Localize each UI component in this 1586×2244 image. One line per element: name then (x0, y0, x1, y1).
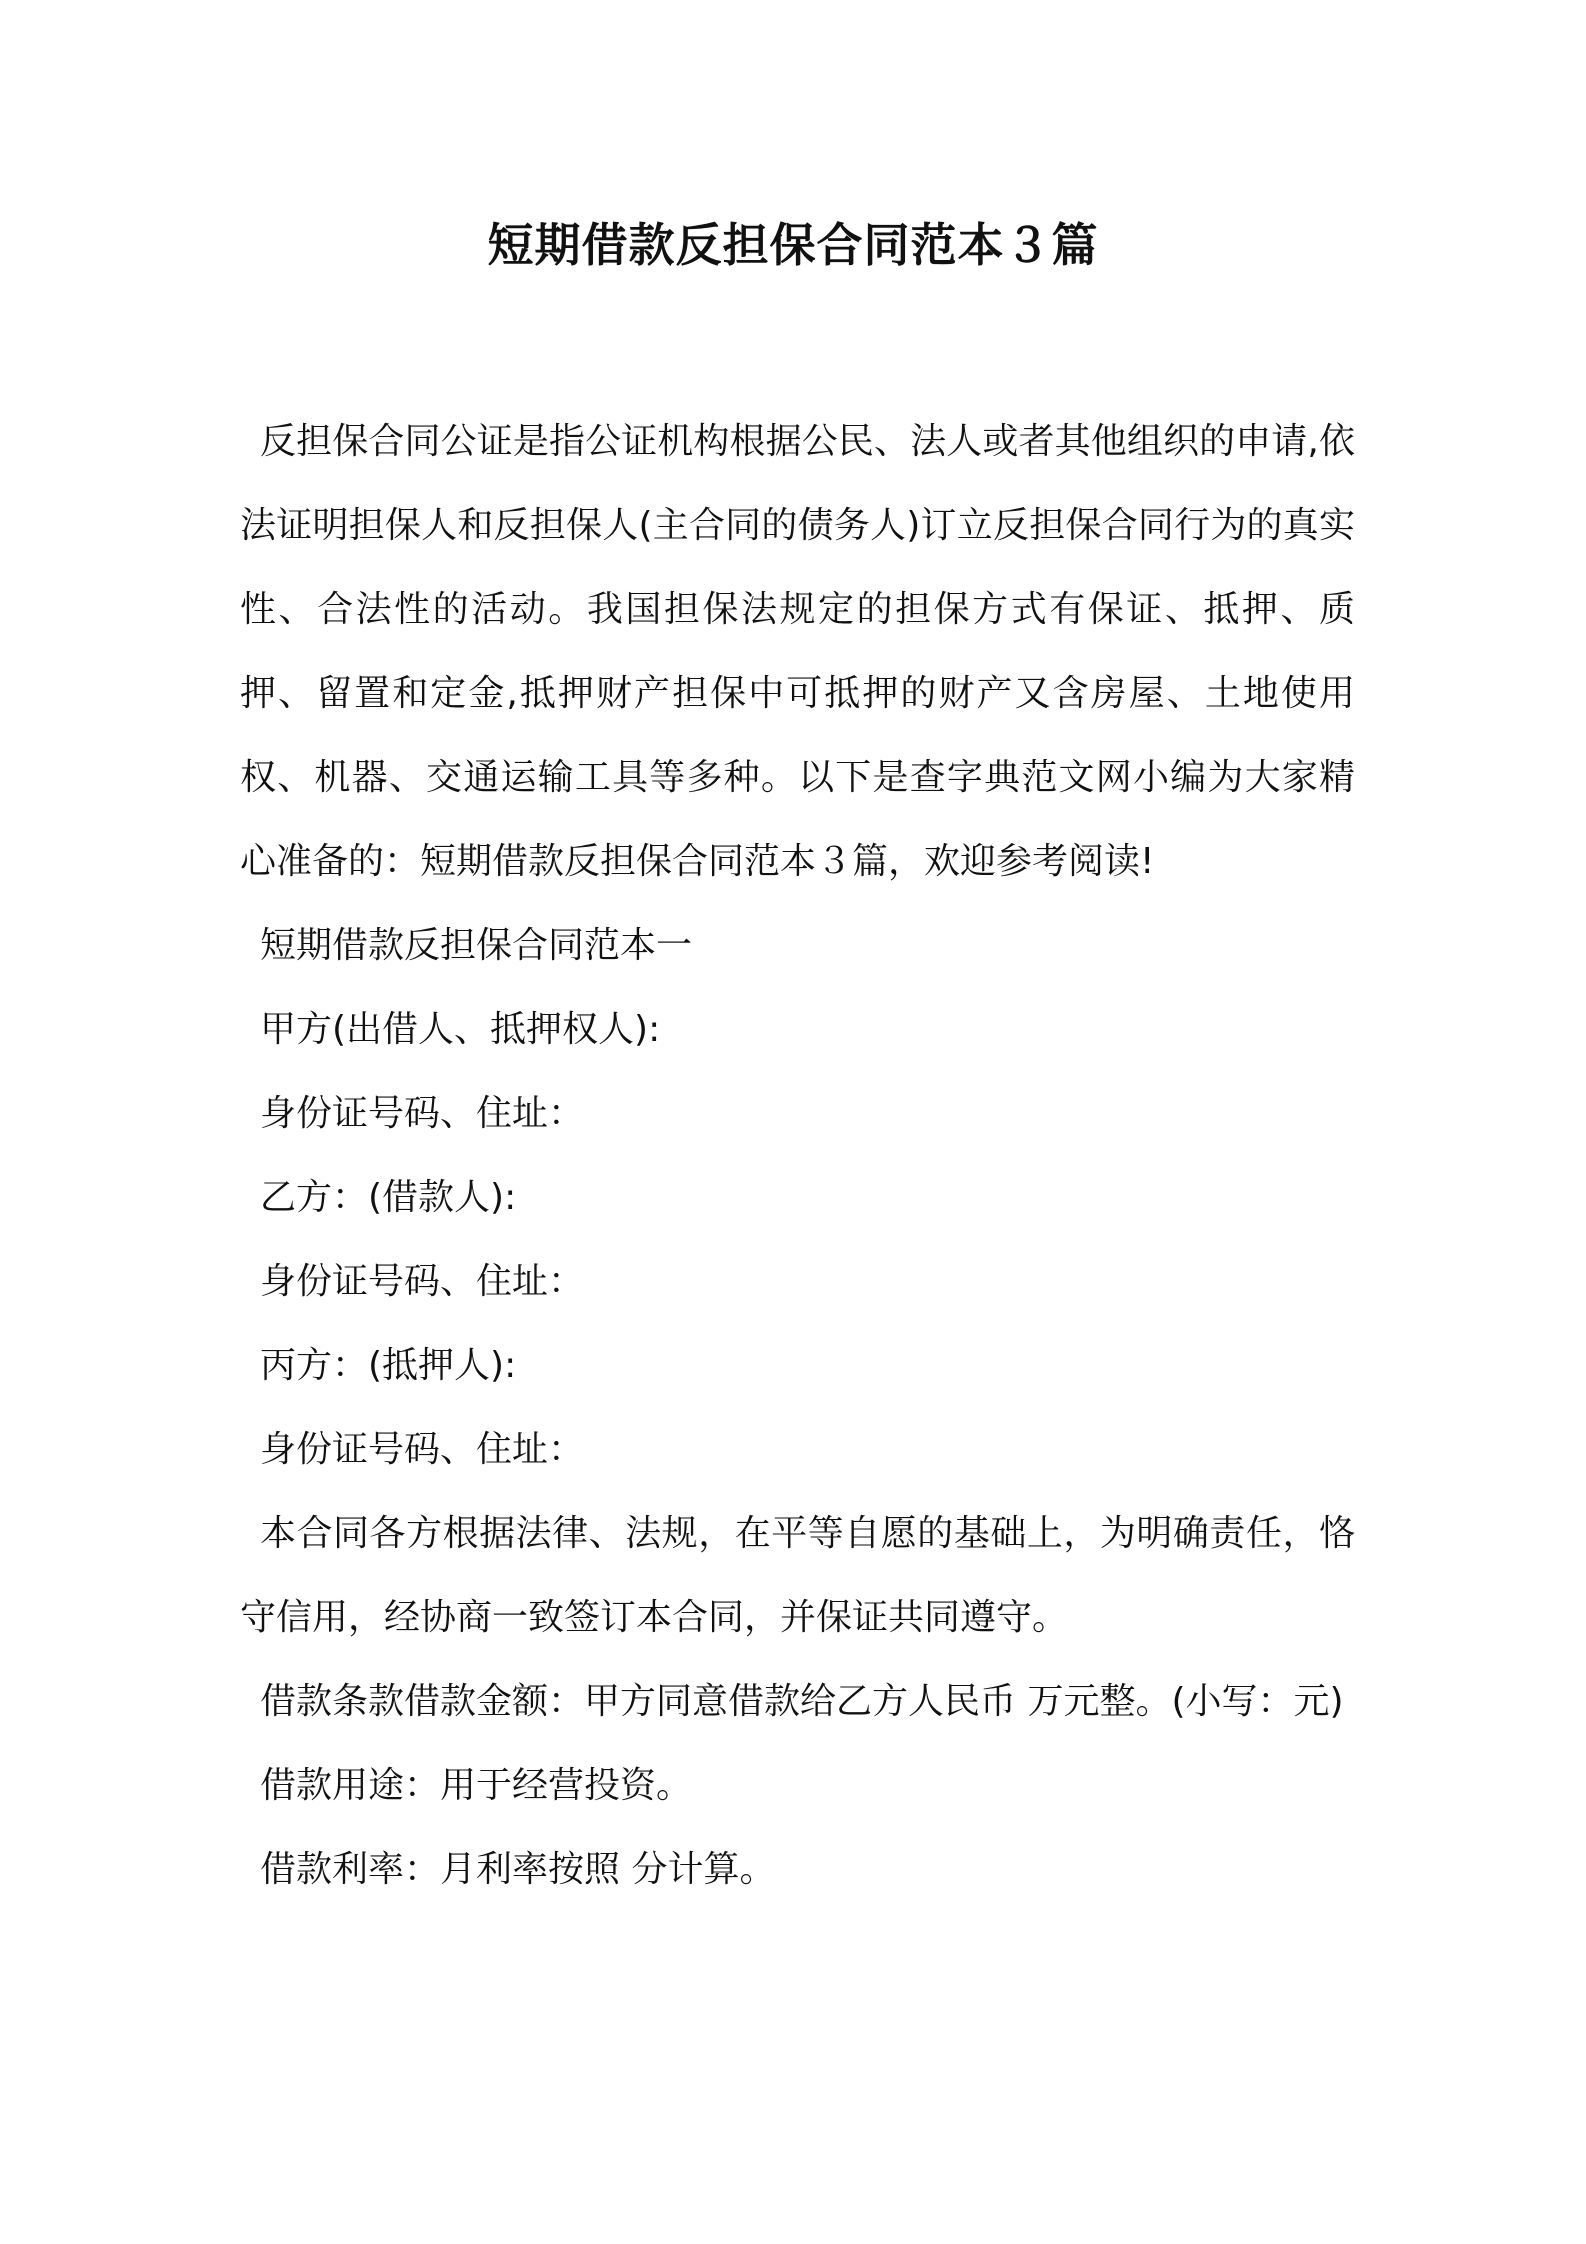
intro-paragraph: 反担保合同公证是指公证机构根据公民、法人或者其他组织的申请,依法证明担保人和反担保人(主合同的债务人)订立反担保合同行为的真实性、合法性的活动。我国担保法规定的担保方式有保证、抵押、质押、留置和定金,抵押财产担保中可抵押的财产又含房屋、土地使用权、机器、交通运输工具等多种。以下是查字典范文网小编为大家精心准备的：短期借款反担保合同范本３篇，欢迎参考阅读! (240, 421, 1355, 882)
section-heading: 短期借款反担保合同范本一 (260, 925, 693, 966)
interest-rate-clause: 借款利率：月利率按照 分计算。 (260, 1849, 776, 1890)
loan-amount-clause: 借款条款借款金额：甲方同意借款给乙方人民币 万元整。(小写：元) (260, 1681, 1344, 1722)
document-body (240, 400, 1355, 1912)
party-c-label: 丙方：(抵押人): (260, 1345, 517, 1386)
party-c-id-address: 身份证号码、住址： (260, 1429, 585, 1470)
preamble-paragraph: 本合同各方根据法律、法规，在平等自愿的基础上，为明确责任，恪守信用，经协商一致签订本合同，并保证共同遵守。 (240, 1513, 1355, 1638)
party-a-label: 甲方(出借人、抵押权人): (260, 1009, 661, 1050)
loan-purpose-clause: 借款用途：用于经营投资。 (260, 1765, 693, 1806)
party-b-label: 乙方：(借款人): (260, 1177, 517, 1218)
party-a-id-address: 身份证号码、住址： (260, 1093, 585, 1134)
party-b-id-address: 身份证号码、住址： (260, 1261, 585, 1302)
document-title: 短期借款反担保合同范本３篇 (487, 218, 1099, 272)
